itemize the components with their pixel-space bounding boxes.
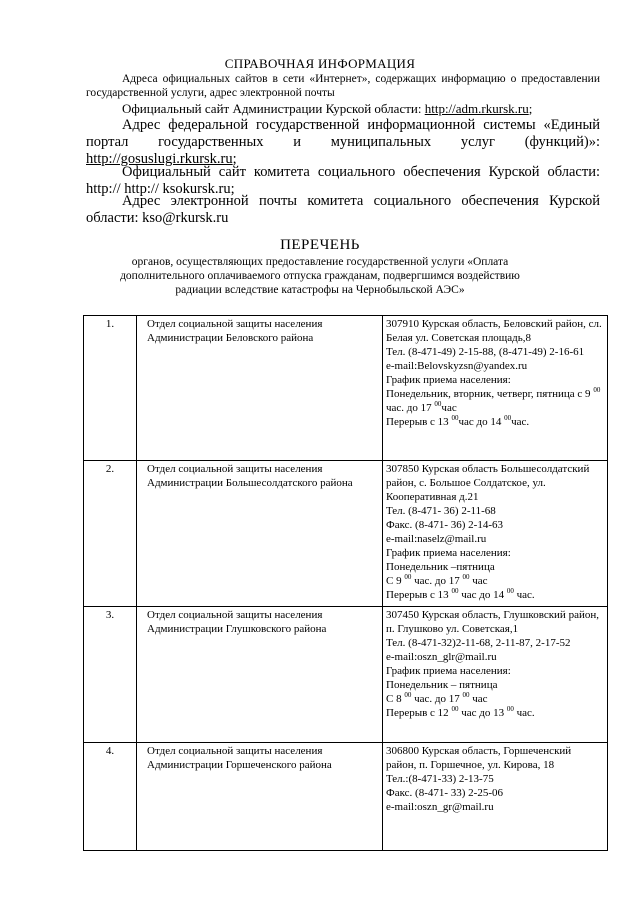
row-number: 1. [84, 316, 137, 461]
row-number: 3. [84, 607, 137, 743]
portal-paragraph: Адрес федеральной государственной информационной системы «Единый портал государственных и муниципальных услуг (функций)»: http://gosuslugi.rkursk.ru; [86, 117, 600, 167]
contact-details [383, 743, 608, 851]
fax: Факс. (8-471- 36) 2-14-63 [386, 519, 504, 531]
email[interactable]: e-mail:naselz@mail.ru [386, 533, 487, 545]
schedule-hours: С 8 $^{00}$ час. до 17 $^{00}$ час [386, 691, 488, 705]
intro-paragraph: Адреса официальных сайтов в сети «Интернет», содержащих информацию о предоставлении государственной услуги, адрес электронной почты [86, 73, 600, 99]
committee-site-link[interactable]: http:// http:// ksokursk.ru; [86, 181, 235, 197]
organization-name: Отдел социальной защиты населения Администрации Большесолдатского района [137, 461, 383, 607]
schedule-label: График приема населения: [386, 547, 511, 559]
list-subtitle: органов, осуществляющих предоставление государственной услуги «Оплата дополнительного оплачиваемого отпуска гражданам, подвергшимся воздействию радиации вследствие катастрофы на Чернобыльской АЭС» [120, 256, 520, 296]
phone: Тел. (8-471-49) 2-15-88, (8-471-49) 2-16-61 [386, 346, 585, 358]
page-title: СПРАВОЧНАЯ ИНФОРМАЦИЯ [224, 56, 416, 71]
table-row [84, 607, 608, 743]
portal-link[interactable]: http://gosuslugi.rkursk.ru [86, 151, 233, 167]
table-row [84, 743, 608, 851]
row-number: 4. [84, 743, 137, 851]
email[interactable]: e-mail:Belovskyzsn@yandex.ru [386, 360, 528, 372]
email[interactable]: e-mail:oszn_glr@mail.ru [386, 651, 497, 663]
contact-details [383, 461, 608, 607]
admin-site-link[interactable]: http://adm.rkursk.ru [424, 101, 529, 116]
address: 307850 Курская область Большесолдатский район, с. Большое Солдатское, ул. Кооперативная д.21 [386, 463, 590, 503]
committee-email-link[interactable]: kso@rkursk.ru [142, 210, 229, 226]
address: 307910 Курская область, Беловский район, сл. Белая ул. Советская площадь,8 [386, 318, 602, 344]
admin-site-line: Официальный сайт Администрации Курской области: http://adm.rkursk.ru; [122, 101, 533, 116]
organization-name: Отдел социальной защиты населения Администрации Горшеченского района [137, 743, 383, 851]
schedule-days: Понедельник –пятница [386, 561, 495, 573]
schedule-label: График приема населения: [386, 374, 511, 386]
table-row [84, 461, 608, 607]
schedule-hours: С 9 $^{00}$ час. до 17 $^{00}$ час [386, 573, 488, 587]
schedule-break: Перерыв с 13 $^{00}$ час до 14 $^{00}$ час. [386, 587, 535, 601]
schedule-hours: Понедельник, вторник, четверг, пятница с 9 $^{00}$ час. до 17 $^{00}$час [386, 386, 601, 414]
fax: Факс. (8-471- 33) 2-25-06 [386, 787, 504, 799]
committee-site-paragraph: Официальный сайт комитета социального обеспечения Курской области: http:// http:// ksokursk.ru; [86, 164, 600, 197]
committee-email-paragraph: Адрес электронной почты комитета социального обеспечения Курской области: kso@rkursk.ru [86, 193, 600, 226]
email[interactable]: e-mail:oszn_gr@mail.ru [386, 801, 494, 813]
row-number: 2. [84, 461, 137, 607]
schedule-break: Перерыв с 12 $^{00}$ час до 13 $^{00}$ час. [386, 705, 535, 719]
schedule-days: Понедельник – пятница [386, 679, 498, 691]
schedule-label: График приема населения: [386, 665, 511, 677]
list-title: ПЕРЕЧЕНЬ [280, 237, 360, 253]
organization-name: Отдел социальной защиты населения Администрации Глушковского района [137, 607, 383, 743]
phone: Тел.:(8-471-33) 2-13-75 [386, 773, 494, 785]
contact-details [383, 316, 608, 461]
contact-details [383, 607, 608, 743]
phone: Тел. (8-471- 36) 2-11-68 [386, 505, 496, 517]
organization-name: Отдел социальной защиты населения Администрации Беловского района [137, 316, 383, 461]
address: 307450 Курская область, Глушковский район, п. Глушково ул. Советская,1 [386, 609, 599, 635]
address: 306800 Курская область, Горшеченский район, п. Горшечное, ул. Кирова, 18 [386, 745, 572, 771]
schedule-break: Перерыв с 13 $^{00}$час до 14 $^{00}$час. [386, 414, 530, 428]
phone: Тел. (8-471-32)2-11-68, 2-11-87, 2-17-52 [386, 637, 571, 649]
organizations-table [83, 315, 608, 851]
table-row [84, 316, 608, 461]
